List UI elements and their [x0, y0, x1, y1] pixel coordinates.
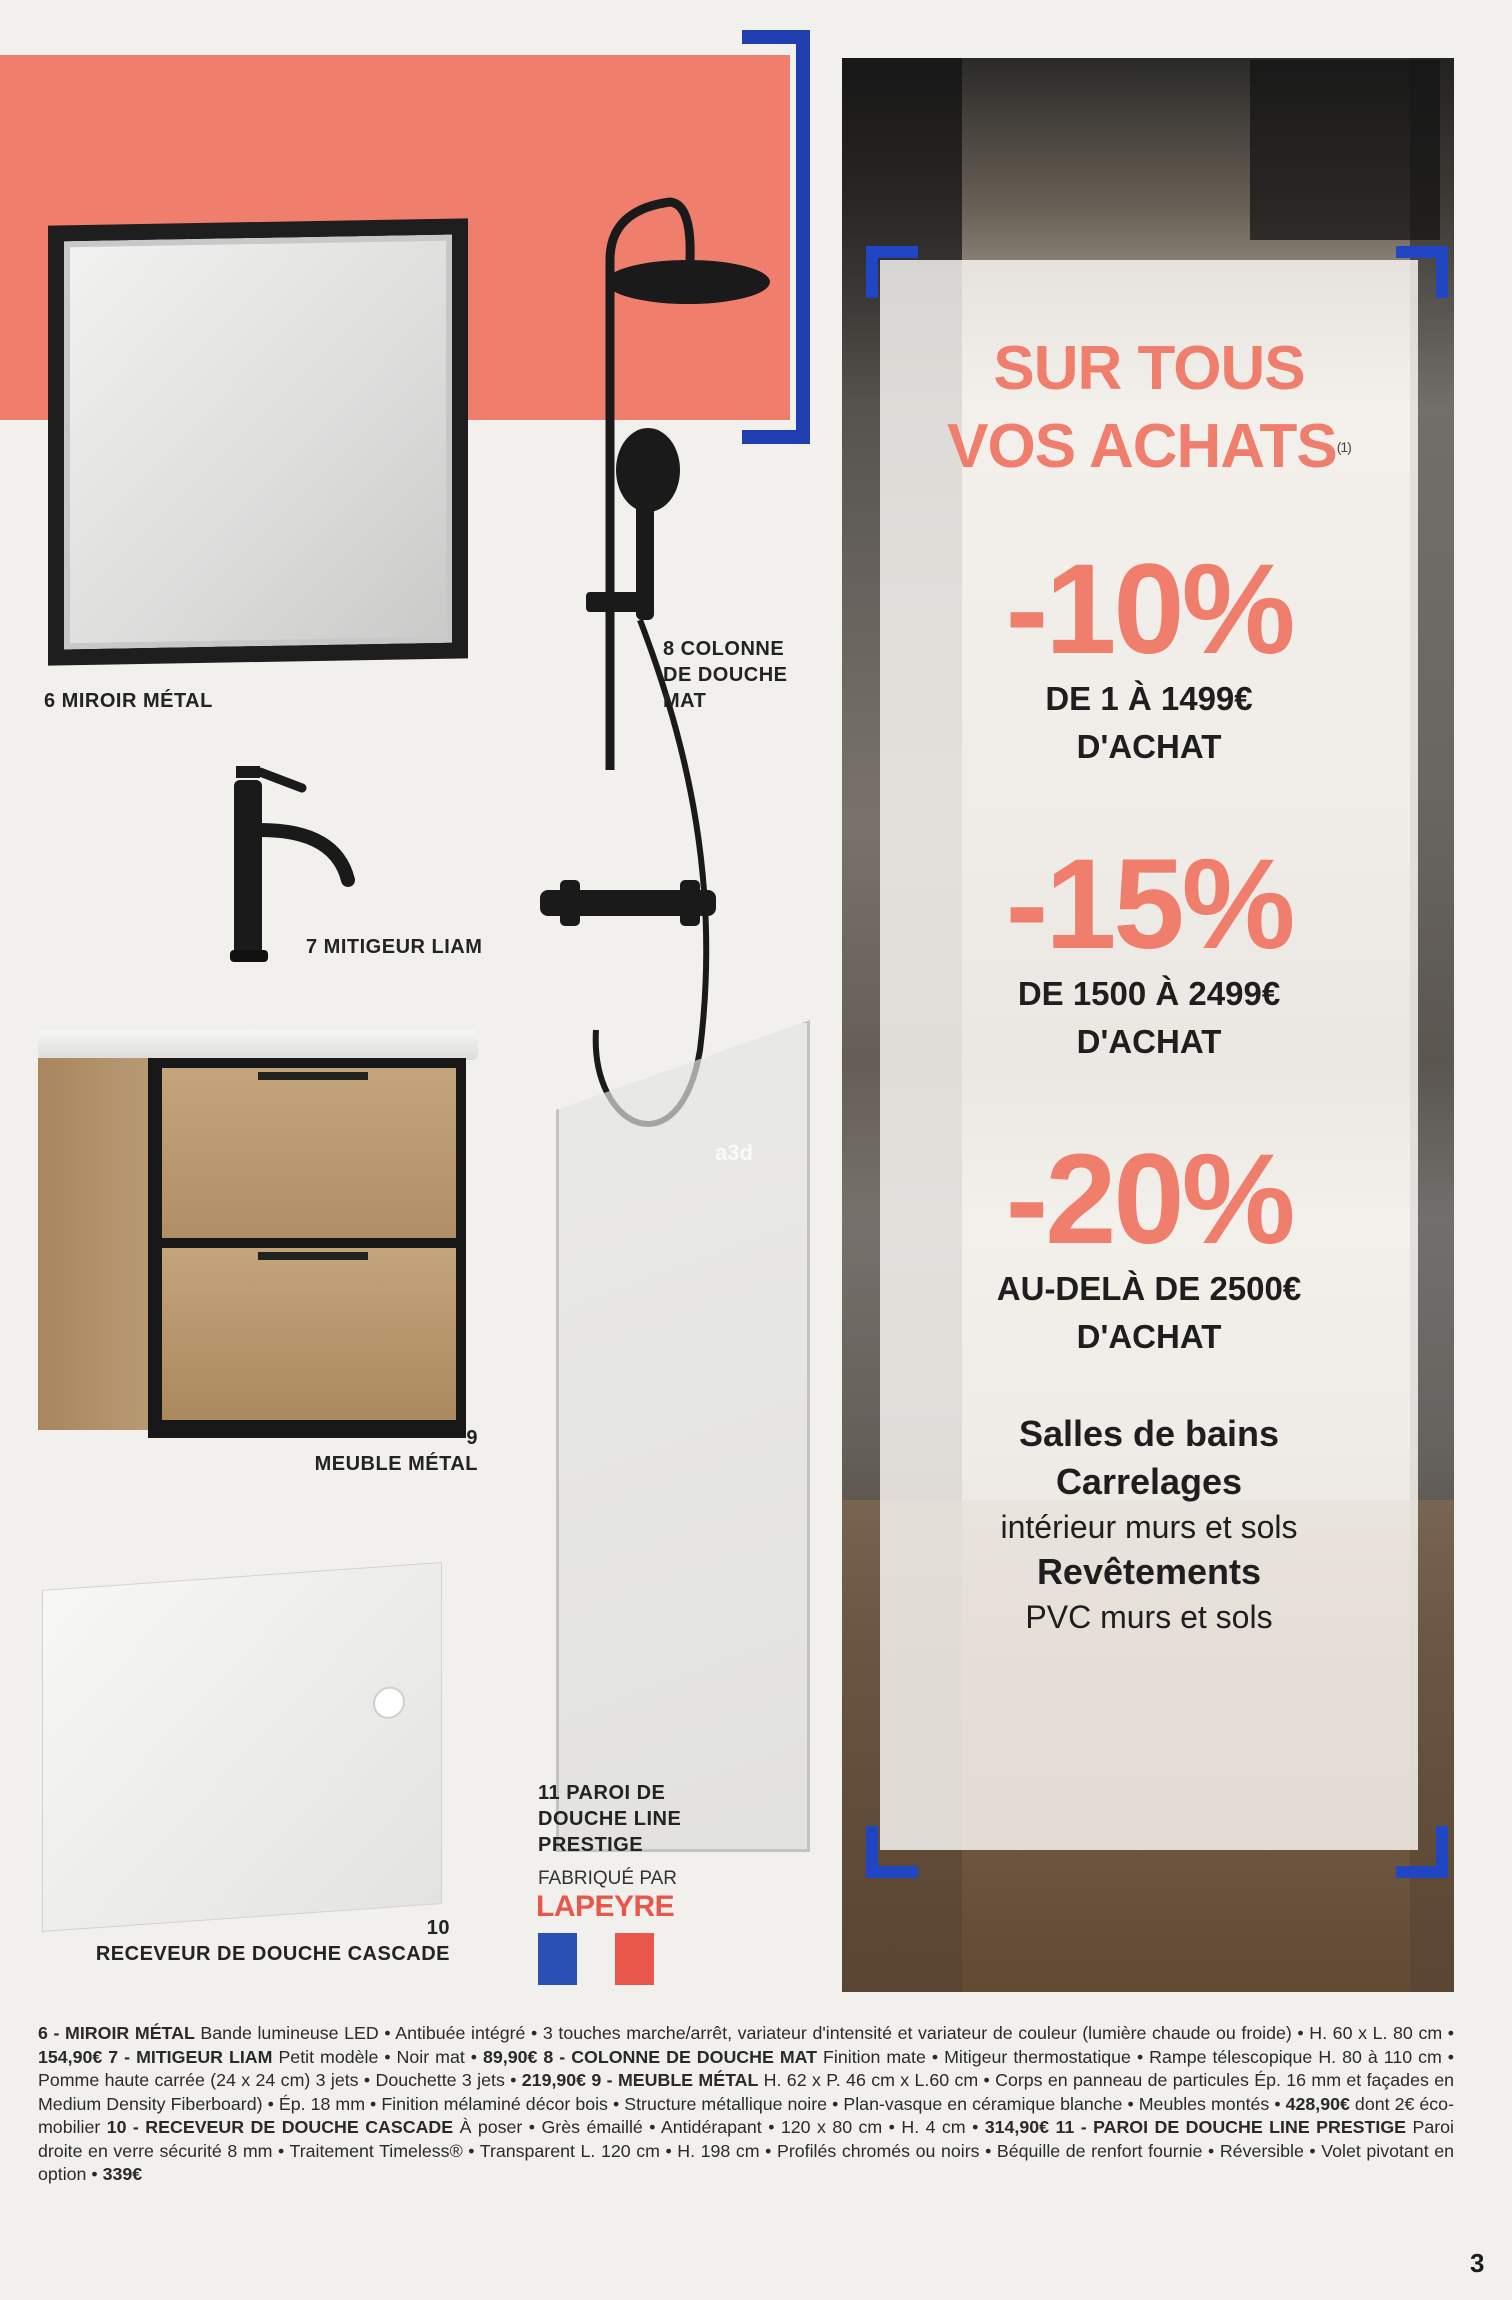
mirror-image [48, 218, 468, 665]
cabinet-side [38, 1058, 150, 1430]
promo-heading-line1: SUR TOUS [993, 334, 1305, 403]
promo-heading [880, 330, 1418, 486]
discount-range: DE 1 À 1499€ [1045, 680, 1253, 717]
page-number: 3 [1470, 2248, 1485, 2278]
corner-top-left [866, 246, 918, 298]
category-tiles-sub: intérieur murs et sols [1000, 1509, 1298, 1545]
flag-red [615, 1933, 654, 1985]
lapeyre-logo: LAPEYRE [536, 1890, 675, 1923]
category-tiles: Carrelages [1055, 1461, 1243, 1502]
shower-tray-label [64, 1915, 450, 1967]
shower-tray-image [42, 1562, 442, 1932]
desc-11-price: 339€ [102, 2164, 143, 2184]
desc-7-text: Petit modèle • Noir mat • [272, 2046, 484, 2067]
photo-logo: a3d [715, 1140, 753, 1165]
shower-tray-number: 10 [426, 1917, 450, 1939]
desc-10-title: 10 - RECEVEUR DE DOUCHE CASCADE [106, 2117, 454, 2137]
category-bath: Salles de bains [1018, 1413, 1280, 1454]
shower-screen-label-line3: PRESTIGE [538, 1834, 644, 1856]
desc-11-title: 11 - PAROI DE DOUCHE LINE PRESTIGE [1049, 2117, 1407, 2137]
made-by-text: FABRIQUÉ PAR [538, 1868, 678, 1889]
shower-column-label-line3: MAT [663, 690, 707, 712]
desc-10-text: À poser • Grès émaillé • Antidérapant • 120 x 80 cm • H. 4 cm • [453, 2117, 985, 2137]
flag-white [577, 1933, 616, 1985]
discount-suffix: D'ACHAT [1076, 728, 1222, 765]
discount-suffix: D'ACHAT [1076, 1318, 1222, 1355]
corner-bottom-right [1396, 1826, 1448, 1878]
mirror-label: 6 MIROIR MÉTAL [44, 690, 213, 712]
desc-8-price: 219,90€ [521, 2070, 587, 2090]
desc-6-price: 154,90€ [38, 2046, 103, 2067]
corner-bottom-left [866, 1826, 918, 1878]
desc-6-title: 6 - MIROIR MÉTAL [38, 2023, 195, 2043]
cabinet-number: 9 [466, 1427, 478, 1449]
category-coverings-sub: PVC murs et sols [1025, 1599, 1273, 1635]
discount-tier-1 [880, 538, 1418, 771]
faucet-label: 7 MITIGEUR LIAM [306, 936, 483, 958]
desc-9-price: 428,90€ [1285, 2093, 1350, 2114]
discount-suffix: D'ACHAT [1076, 1023, 1222, 1060]
desc-9-eco: dont 2€ éco-mobilier [38, 2093, 1454, 2137]
promo-categories [880, 1410, 1418, 1638]
discount-range: AU-DELÀ DE 2500€ [996, 1270, 1302, 1307]
promo-heading-line2: VOS ACHATS [947, 412, 1337, 481]
desc-7-title: 7 - MITIGEUR LIAM [102, 2046, 273, 2067]
desc-9-title: 9 - MEUBLE MÉTAL [586, 2070, 759, 2090]
cabinet-name: MEUBLE MÉTAL [314, 1453, 478, 1475]
shower-screen-label-line2: DOUCHE LINE [538, 1808, 682, 1830]
desc-9-text: H. 62 x P. 46 cm x L.60 cm • Corps en panneau de particules Ép. 16 mm et façades en Medium Density Fiberboard) • Ép. 18 mm • Finition mélaminé décor bois • Structure métallique noire • Plan-vasque en céramique blanche • Meubles montés • [38, 2070, 1454, 2114]
desc-11-text: Paroi droite en verre sécurité 8 mm • Traitement Timeless® • Transparent L. 120 cm • H. 198 cm • Profilés chromés ou noirs • Béquille de renfort fournie • Réversible • Volet pivotant en option • [38, 2117, 1455, 2184]
french-flag [538, 1933, 654, 1985]
shower-column-label-line1: 8 COLONNE [663, 638, 785, 660]
discount-percent: -15% [1005, 833, 1293, 976]
photo-shelf [1250, 60, 1440, 240]
promo-heading-note: (1) [1336, 439, 1351, 455]
desc-8-text: Finition mate • Mitigeur thermostatique • Rampe télescopique H. 80 à 110 cm • Pomme haute carrée (24 x 24 cm) 3 jets • Douchette 3 jets • [38, 2046, 1455, 2090]
shower-column-label-line2: DE DOUCHE [663, 664, 788, 686]
shower-screen-image [556, 1020, 810, 1852]
cabinet-front [148, 1058, 466, 1438]
product-descriptions [38, 2022, 1454, 2187]
shower-column-label [663, 636, 788, 714]
desc-6-text: Bande lumineuse LED • Antibuée intégré • 3 touches marche/arrêt, variateur d'intensité et variateur de couleur (lumière chaude ou froide) • H. 60 x L. 80 cm • [194, 2023, 1454, 2043]
discount-range: DE 1500 À 2499€ [1017, 975, 1281, 1012]
shower-screen-label-line1: 11 PAROI DE [538, 1782, 666, 1804]
desc-8-title: 8 - COLONNE DE DOUCHE MAT [537, 2046, 818, 2067]
corner-top-right [1396, 246, 1448, 298]
desc-7-price: 89,90€ [483, 2046, 538, 2067]
desc-10-price: 314,90€ [984, 2117, 1050, 2137]
category-coverings: Revêtements [1036, 1551, 1262, 1592]
discount-tier-3 [880, 1128, 1418, 1361]
discount-percent: -20% [1005, 1128, 1293, 1271]
flag-blue [538, 1933, 577, 1985]
cabinet-label [302, 1425, 478, 1477]
discount-tier-2 [880, 833, 1418, 1066]
shower-tray-name: RECEVEUR DE DOUCHE CASCADE [95, 1943, 450, 1965]
shower-screen-label [538, 1780, 681, 1858]
discount-percent: -10% [1005, 538, 1293, 681]
basin-top [38, 1030, 478, 1060]
